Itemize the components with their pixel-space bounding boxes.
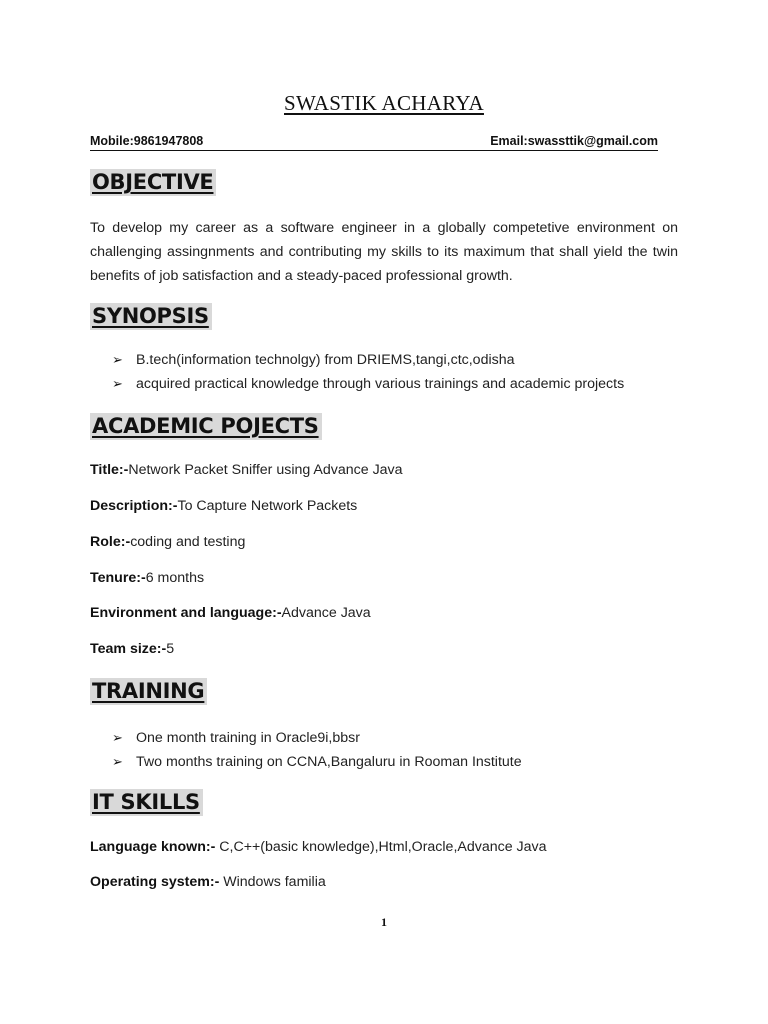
arrowhead-bullet-icon: ➢: [112, 754, 123, 769]
arrowhead-bullet-icon: ➢: [112, 730, 123, 745]
project-description: Description:-To Capture Network Packets: [90, 498, 358, 514]
contact-line: [90, 134, 658, 151]
mobile-number: Mobile:9861947808: [90, 134, 204, 148]
training-list: [112, 726, 522, 774]
project-tenure: Tenure:-6 months: [90, 570, 205, 586]
training-heading: TRAINING: [90, 678, 207, 705]
synopsis-heading: SYNOPSIS: [90, 303, 212, 330]
list-item: ➢ One month training in Oracle9i,bbsr: [112, 726, 522, 750]
project-role: Role:-coding and testing: [90, 534, 246, 550]
project-environment: Environment and language:-Advance Java: [90, 605, 371, 621]
project-team-size: Team size:-5: [90, 641, 175, 657]
objective-heading: OBJECTIVE: [90, 169, 216, 196]
arrowhead-bullet-icon: ➢: [112, 352, 123, 367]
email-address: Email:swassttik@gmail.com: [490, 134, 658, 148]
operating-system: Operating system:- Windows familia: [90, 874, 326, 890]
arrowhead-bullet-icon: ➢: [112, 376, 123, 391]
academic-projects-heading: ACADEMIC POJECTS: [90, 413, 322, 440]
objective-text: To develop my career as a software engineer in a globally competetive environment on challenging assingnments and contributing my skills to its maximum that shall yield the twin benefits of job satisfaction and a steady-paced professional growth.: [90, 220, 678, 284]
list-item: ➢ B.tech(information technolgy) from DRIEMS,tangi,ctc,odisha: [112, 348, 624, 372]
synopsis-list: [112, 348, 624, 396]
candidate-name: SWASTIK ACHARYA: [284, 91, 484, 115]
page-number: 1: [381, 915, 387, 929]
project-title: Title:-Network Packet Sniffer using Advance Java: [90, 462, 403, 478]
list-item: ➢ Two months training on CCNA,Bangaluru in Rooman Institute: [112, 750, 522, 774]
it-skills-heading: IT SKILLS: [90, 789, 203, 816]
list-item: ➢ acquired practical knowledge through various trainings and academic projects: [112, 372, 624, 396]
languages-known: Language known:- C,C++(basic knowledge),Html,Oracle,Advance Java: [90, 839, 547, 855]
